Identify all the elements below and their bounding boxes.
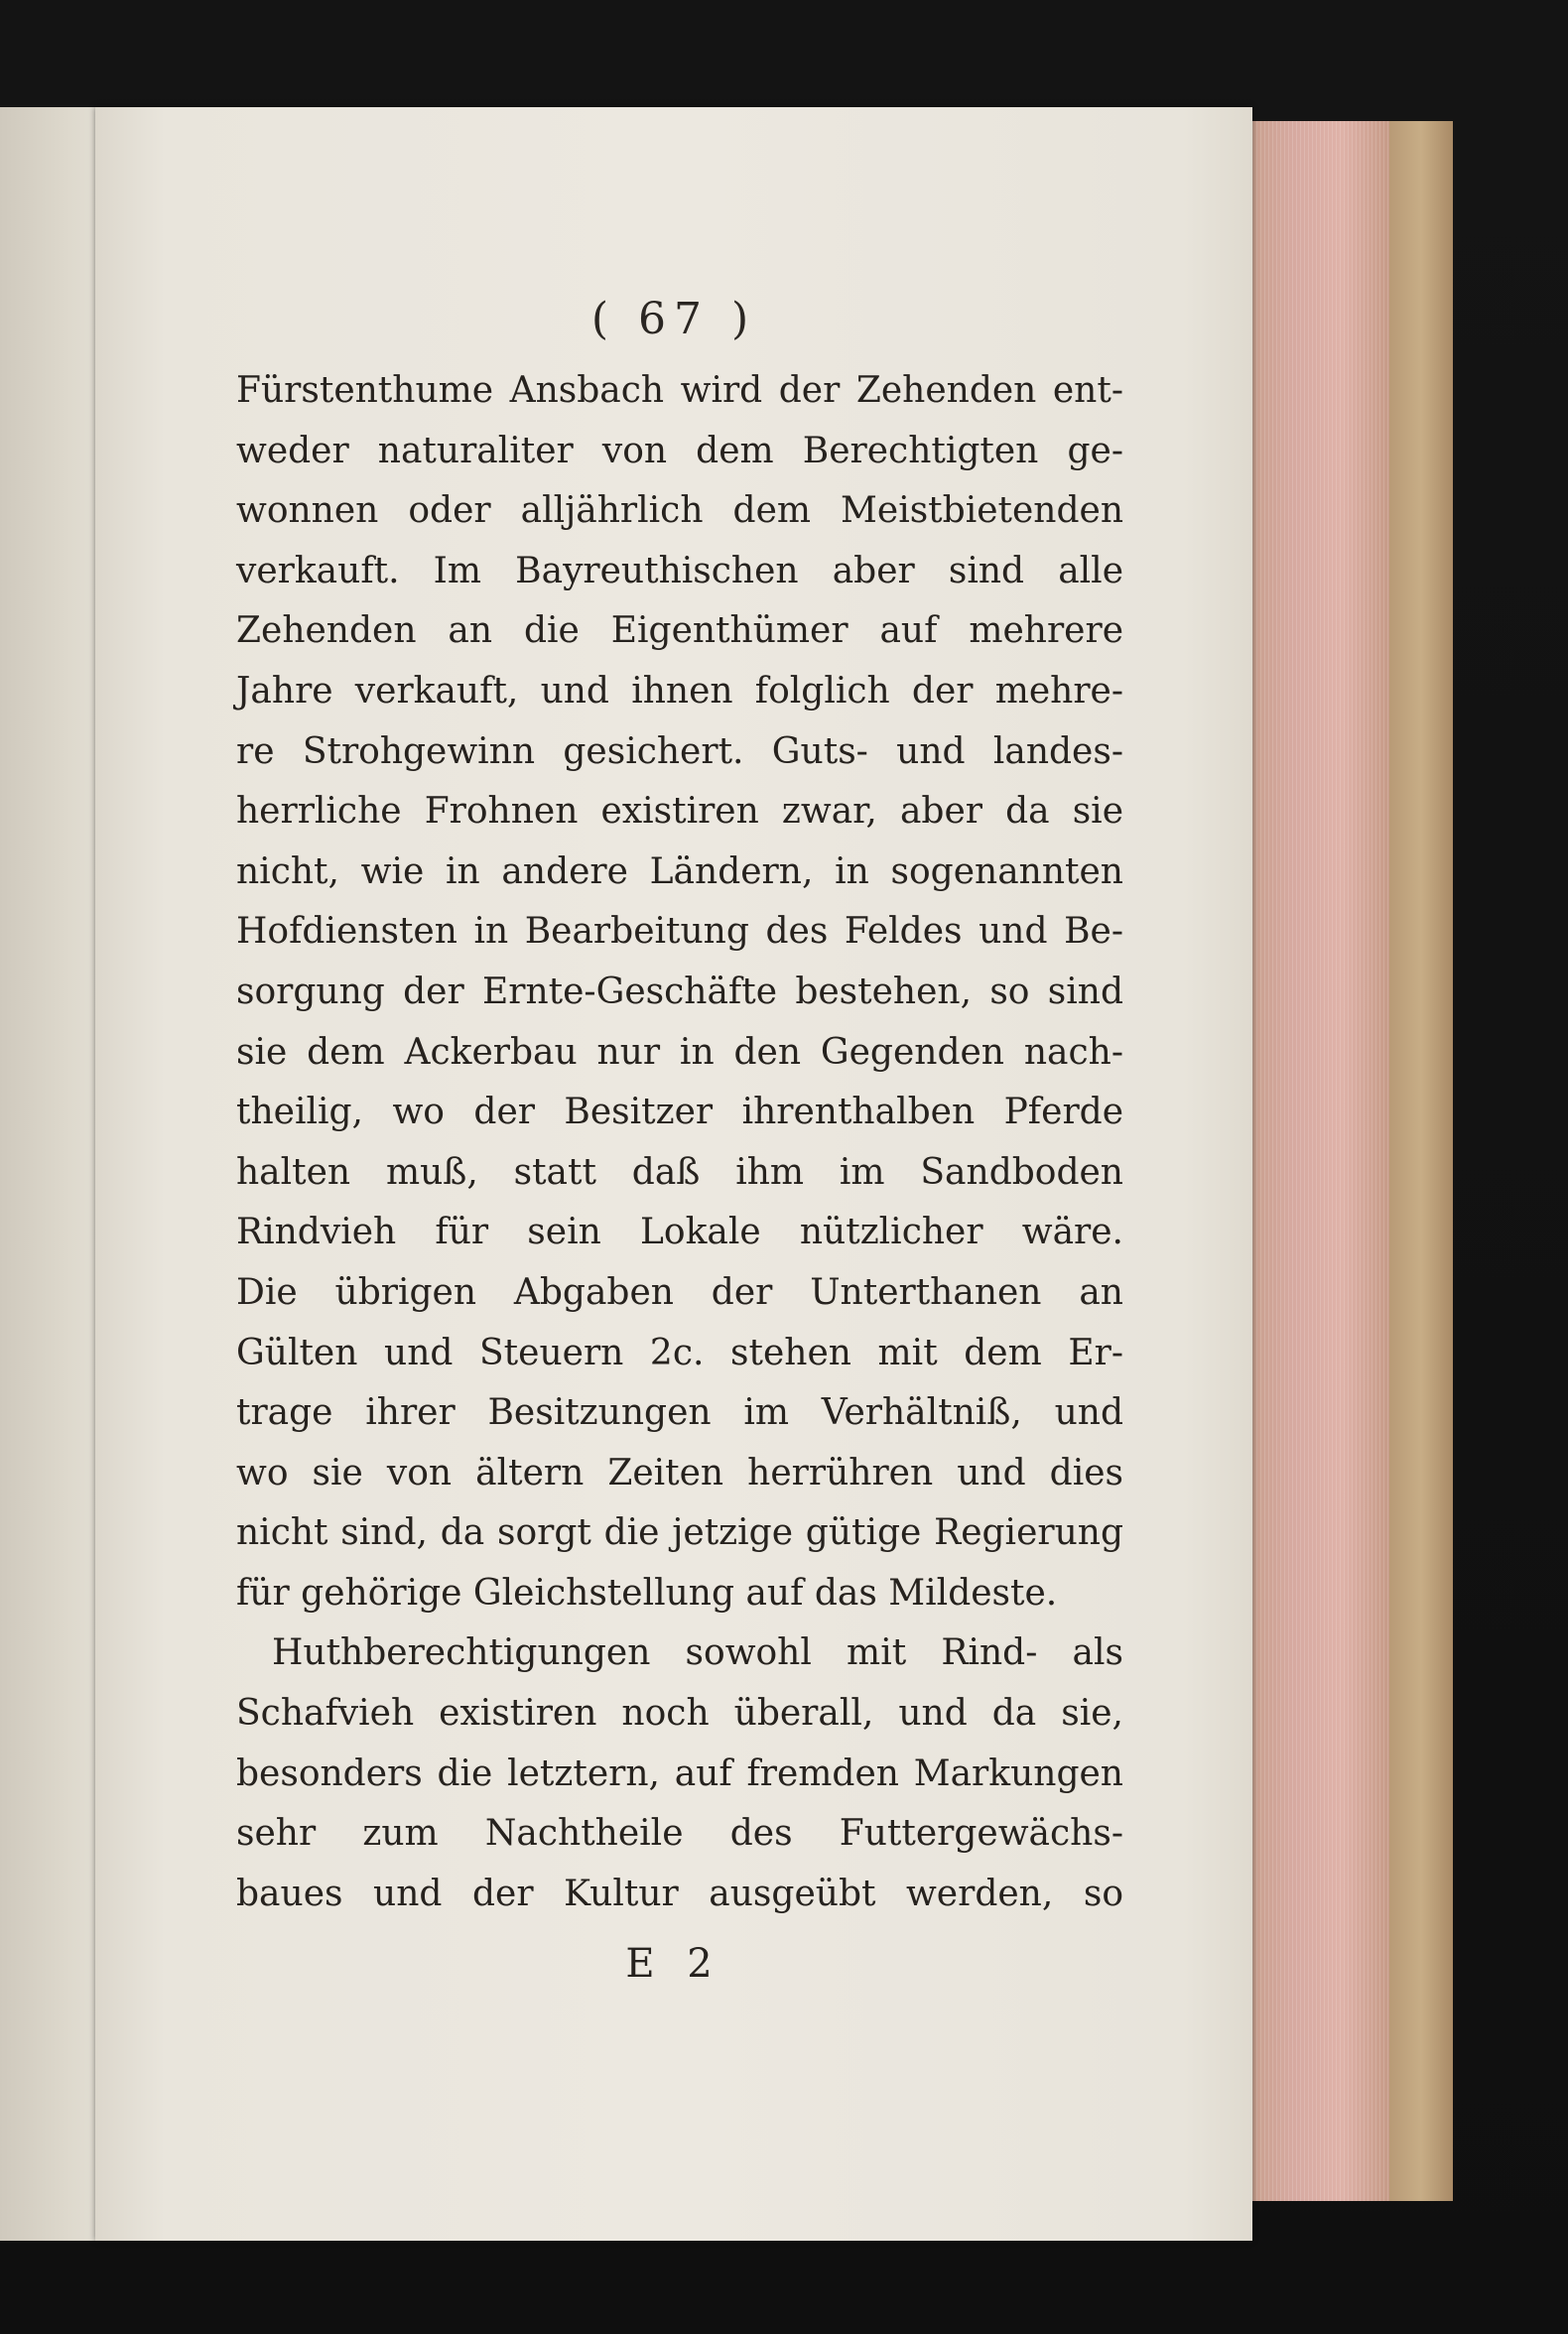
signature-mark: E 2 <box>625 1941 722 1987</box>
text-line: Jahre verkauft, und ihnen folglich der mehre- <box>236 670 1123 712</box>
page-text-block <box>236 361 1123 1924</box>
text-line: sehr zum Nachtheile des Futtergewächs- <box>236 1813 1123 1855</box>
text-line: für gehörige Gleichstellung auf das Mildeste. <box>236 1572 1058 1614</box>
text-line: Huthberechtigungen sowohl mit Rind- als <box>272 1632 1123 1674</box>
text-line: trage ihrer Besitzungen im Verhältniß, und <box>236 1392 1123 1434</box>
text-line: nicht, wie in andere Ländern, in sogenannten <box>236 850 1123 892</box>
text-line: halten muß, statt daß ihm im Sandboden <box>236 1151 1123 1193</box>
text-line: Zehenden an die Eigenthümer auf mehrere <box>236 610 1123 652</box>
text-line: wo sie von ältern Zeiten herrühren und dies <box>236 1452 1123 1493</box>
text-line: herrliche Frohnen existiren zwar, aber da sie <box>236 791 1123 833</box>
text-line: sie dem Ackerbau nur in den Gegenden nach- <box>236 1031 1123 1073</box>
text-line: Schafvieh existiren noch überall, und da sie, <box>236 1693 1123 1735</box>
text-line: nicht sind, da sorgt die jetzige gütige Regierung <box>236 1512 1123 1554</box>
text-line: Gülten und Steuern 2c. stehen mit dem Er- <box>236 1332 1123 1373</box>
book-cover-edge <box>1389 121 1453 2201</box>
page-number-header: ( 67 ) <box>590 294 757 344</box>
left-page-edge <box>0 107 109 2241</box>
text-line: Rindvieh für sein Lokale nützlicher wäre. <box>236 1212 1123 1253</box>
text-line: sorgung der Ernte-Geschäfte bestehen, so sind <box>236 971 1123 1012</box>
text-line: Die übrigen Abgaben der Unterthanen an <box>236 1271 1123 1313</box>
text-line: verkauft. Im Bayreuthischen aber sind alle <box>236 550 1123 591</box>
text-line: re Strohgewinn gesichert. Guts- und landes- <box>236 730 1123 772</box>
text-line: weder naturaliter von dem Berechtigten ge- <box>236 430 1123 471</box>
text-line: Hofdiensten in Bearbeitung des Feldes und Be- <box>236 911 1123 953</box>
book-page <box>95 107 1252 2241</box>
text-line: Fürstenthume Ansbach wird der Zehenden ent- <box>236 370 1123 411</box>
text-line: besonders die letztern, auf fremden Markungen <box>236 1752 1123 1794</box>
text-line: baues und der Kultur ausgeübt werden, so <box>236 1873 1123 1914</box>
text-line: theilig, wo der Besitzer ihrenthalben Pferde <box>236 1092 1123 1133</box>
text-line: wonnen oder alljährlich dem Meistbietenden <box>236 490 1123 532</box>
